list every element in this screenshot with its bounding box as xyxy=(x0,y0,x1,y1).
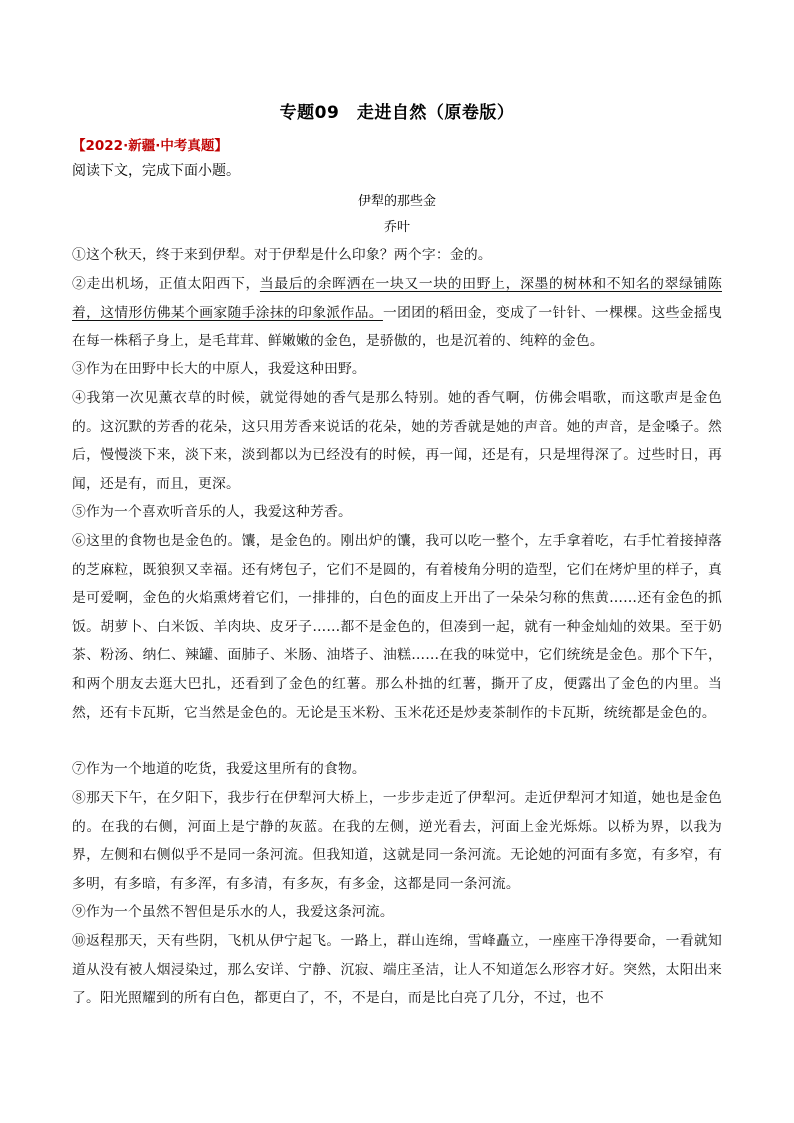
paragraph-1: ①这个秋天，终于来到伊犁。对于伊犁是什么印象？两个字：金的。 xyxy=(72,247,492,263)
source-tag: 【2022·新疆·中考真题】 xyxy=(72,138,228,154)
paragraph-5: ⑤作为一个喜欢听音乐的人，我爱这种芳香。 xyxy=(72,504,352,520)
paragraph-9: ⑨作为一个虽然不智但是乐水的人，我爱这条河流。 xyxy=(72,904,394,920)
article-title: 伊犁的那些金 xyxy=(357,194,436,209)
paragraph-6: ⑥这里的食物也是金色的。馕，是金色的。刚出炉的馕，我可以吃一整个，左手拿着吃，右手忙着接掉落的芝麻粒，既狼狈又幸福。还有烤包子，它们不是圆的，有着棱角分明的造型，它们在烤炉里的样子，真是可爱啊，金色的火焰熏烤着它们，一排排的，白色的面皮上开出了一朵朵匀称的焦黄……还有金色的抓饭。胡萝卜、白米饭、羊肉块、皮牙子……都不是金色的，但凑到一起，就有一种金灿灿的效果。至于奶茶、粉汤、纳仁、辣罐、面肺子、米肠、油塔子、油糕……在我的味觉中，它们统统是金色。那个下午，和两个朋友去逛大巴扎，还看到了金色的红薯。那么朴拙的红薯，撕开了皮，便露出了金色的内里。当然，还有卡瓦斯，它当然是金色的。无论是玉米粉、玉米花还是炒麦茶制作的卡瓦斯，统统都是金色的。 xyxy=(72,533,722,721)
paragraph-7: ⑦作为一个地道的吃货，我爱这里所有的食物。 xyxy=(72,761,366,777)
page-title: 专题09 走进自然（原卷版） xyxy=(279,103,515,123)
instruction-text: 阅读下文，完成下面小题。 xyxy=(72,163,240,179)
paragraph-8: ⑧那天下午，在夕阳下，我步行在伊犁河大桥上，一步步走近了伊犁河。走近伊犁河才知道，她也是金色的。在我的右侧，河面上是宁静的灰蓝。在我的左侧，逆光看去，河面上金光烁烁。以桥为界，以我为界，左侧和右侧似乎不是同一条河流。但我知道，这就是同一条河流。无论她的河面有多宽，有多窄，有多明，有多暗，有多浑，有多清，有多灰，有多金，这都是同一条河流。 xyxy=(72,790,722,892)
paragraph-2-lead: ②走出机场，正值太阳西下， xyxy=(72,276,260,292)
paragraph-10: ⑩返程那天，天有些阴，飞机从伊宁起飞。一路上，群山连绵，雪峰矗立，一座座干净得要命，一看就知道从没有被人烟浸染过，那么安详、宁静、沉寂、端庄圣洁，让人不知道怎么形容才好。突然，太阳出来了。阳光照耀到的所有白色，都更白了，不，不是白，而是比白亮了几分，不过，也不 xyxy=(72,933,722,1007)
paragraph-2 xyxy=(72,270,722,356)
paragraph-2-rest: 一团团的稻田金，变成了一针针、一棵棵。这些金摇曳在每一株稻子身上，是毛茸茸、鲜嫩嫩的金色，是骄傲的，也是沉着的、纯粹的金色。 xyxy=(72,304,722,350)
article-author: 乔叶 xyxy=(383,220,410,235)
paragraph-3: ③作为在田野中长大的中原人，我爱这种田野。 xyxy=(72,361,366,377)
paragraph-4: ④我第一次见薰衣草的时候，就觉得她的香气是那么特别。她的香气啊，仿佛会唱歌，而这歌声是金色的。这沉默的芳香的花朵，这只用芳香来说话的花朵，她的芳香就是她的声音。她的声音，是金嗓子。然后，慢慢淡下来，淡下来，淡到都以为已经没有的时候，再一闻，还是有，只是埋得深了。过些时日，再闻，还是有，而且，更深。 xyxy=(72,390,722,492)
underlined-sentence: 当最后的余晖洒在一块又一块的田野上，深墨的树林和不知名的翠绿铺陈着，这情形仿佛某个画家随手涂抹的印象派作品。 xyxy=(72,276,722,321)
